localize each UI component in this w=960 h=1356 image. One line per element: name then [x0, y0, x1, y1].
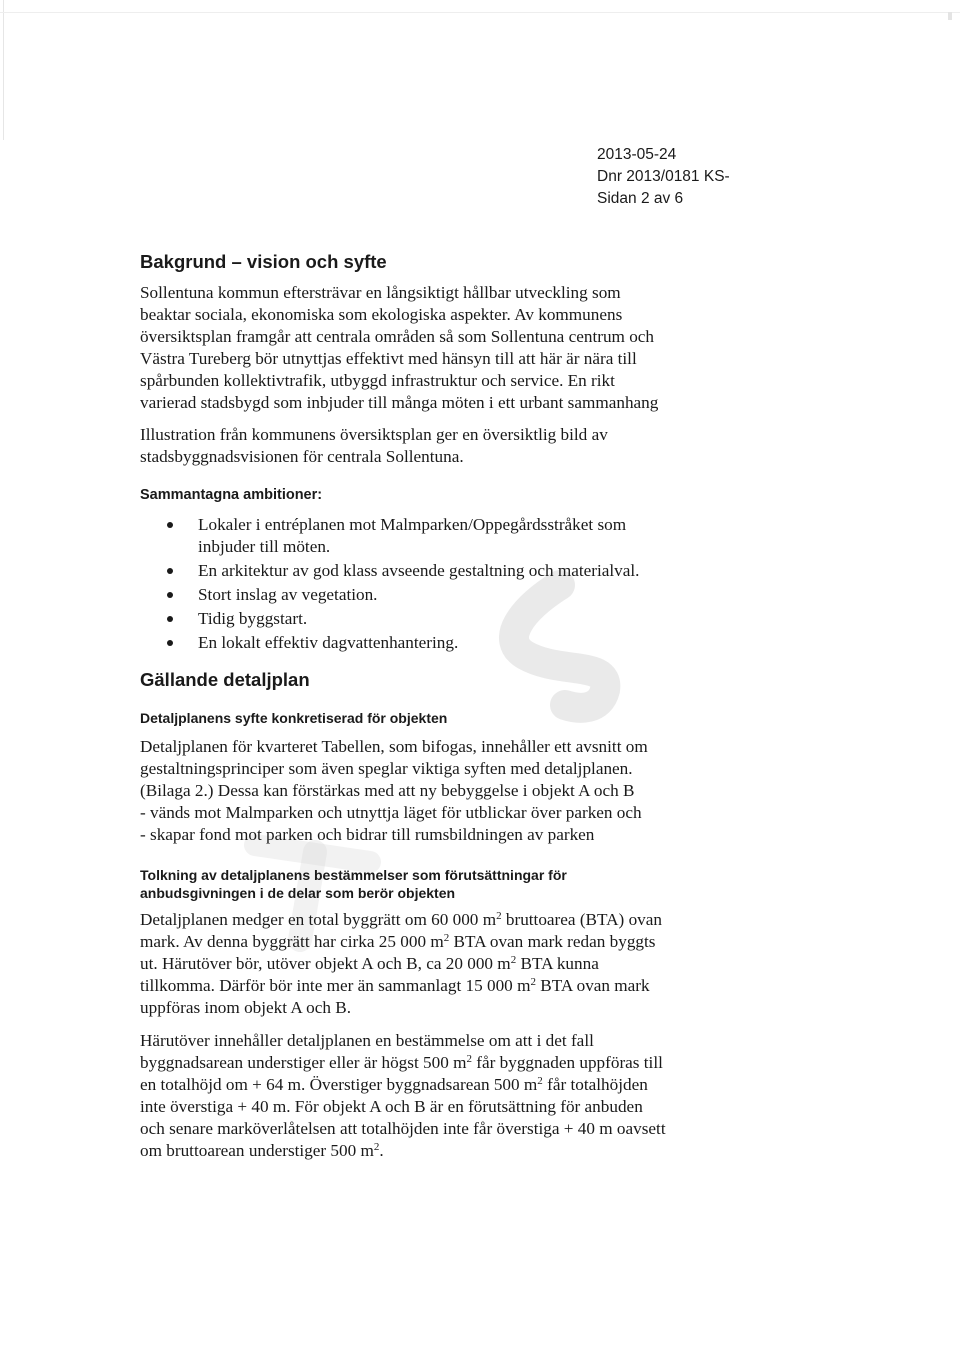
list-item-text: Stort inslag av vegetation. [198, 585, 378, 604]
background-paragraph [140, 282, 760, 414]
text-line: Västra Tureberg bör utnyttjas effektivt med hänsyn till att här är nära till [140, 349, 637, 368]
bullet-icon [167, 640, 173, 646]
bullet-icon [167, 568, 173, 574]
text-line: inte överstiga + 40 m. För objekt A och B är en förutsättning för anbuden [140, 1097, 643, 1116]
text-line: Sollentuna kommun eftersträvar en långsiktigt hållbar utveckling som [140, 283, 621, 302]
text-line: - skapar fond mot parken och bidrar till rumsbildningen av parken [140, 825, 595, 844]
building-rights-paragraph [140, 909, 760, 1019]
document-dnr: Dnr 2013/0181 KS- [597, 168, 730, 185]
text-line: tillkomma. Därför bör inte mer än sammanlagt 15 000 $m^2$ BTA ovan mark [140, 976, 650, 995]
text-line: om bruttoarean understiger 500 $m^2$. [140, 1141, 384, 1160]
text-line: stadsbyggnadsvisionen för centrala Sollentuna. [140, 447, 464, 466]
heading-line: Tolkning av detaljplanens bestämmelser som förutsättningar för [140, 867, 567, 883]
list-item [140, 560, 760, 582]
ambitions-title: Sammantagna ambitioner: [140, 487, 323, 503]
list-item-text: En arkitektur av god klass avseende gestaltning och materialval. [198, 561, 640, 580]
text-line: beaktar sociala, ekonomiska som ekologiska aspekter. Av kommunens [140, 305, 623, 324]
list-item [140, 608, 760, 630]
text-line: byggnadsarean understiger eller är högst 500 $m^2$ får byggnaden uppföras till [140, 1053, 663, 1072]
list-item [140, 632, 760, 654]
text-line: - vänds mot Malmparken och utnyttja läget för utblickar över parken och [140, 803, 642, 822]
scan-edge-top [0, 12, 960, 13]
text-line: och senare marköverlåtelsen att totalhöjden inte får överstiga + 40 m oavsett [140, 1119, 666, 1138]
list-item-text: Lokaler i entréplanen mot Malmparken/Oppegårdsstråket som [198, 515, 627, 534]
document-body [140, 250, 760, 1162]
text-line: Detaljplanen för kvarteret Tabellen, som bifogas, innehåller ett avsnitt om [140, 737, 648, 756]
list-item-text: inbjuder till möten. [198, 537, 331, 556]
text-line: en totalhöjd om + 64 m. Överstiger byggnadsarean 500 $m^2$ får totalhöjden [140, 1075, 648, 1094]
text-line: översiktsplan framgår att centrala områden så som Sollentuna centrum och [140, 327, 655, 346]
document-date: 2013-05-24 [597, 146, 677, 163]
heading-line: anbudsgivningen i de delar som berör objekten [140, 885, 456, 901]
ambitions-list [140, 514, 760, 654]
text-line: gestaltningsprinciper som även speglar viktiga syften med detaljplanen. [140, 759, 633, 778]
text-line: Illustration från kommunens översiktsplan ger en översiktlig bild av [140, 425, 608, 444]
subsection-title-interpretation [140, 866, 760, 902]
section-title-background: Bakgrund – vision och syfte [140, 251, 387, 272]
list-item [140, 584, 760, 606]
bullet-icon [167, 592, 173, 598]
height-paragraph [140, 1030, 760, 1162]
text-line: ut. Härutöver bör, utöver objekt A och B, ca 20 000 $m^2$ BTA kunna [140, 954, 599, 973]
document-header [597, 144, 730, 210]
text-line: mark. Av denna byggrätt har cirka 25 000 $m^2$ BTA ovan mark redan byggts [140, 932, 656, 951]
text-line: Detaljplanen medger en total byggrätt om 60 000 $m^2$ bruttoarea (BTA) ovan [140, 910, 662, 929]
text-line: spårbunden kollektivtrafik, utbyggd infrastruktur och service. En rikt [140, 371, 615, 390]
section-title-detailed-plan: Gällande detaljplan [140, 669, 310, 690]
text-line: varierad stadsbygd som inbjuder till många möten i ett urbant sammanhang [140, 393, 659, 412]
text-line: (Bilaga 2.) Dessa kan förstärkas med att ny bebyggelse i objekt A och B [140, 781, 635, 800]
list-item-text: En lokalt effektiv dagvattenhantering. [198, 633, 459, 652]
subsection-title-purpose: Detaljplanens syfte konkretiserad för objekten [140, 710, 448, 726]
page-number: Sidan 2 av 6 [597, 190, 684, 207]
illustration-paragraph [140, 424, 760, 468]
purpose-paragraph [140, 736, 760, 846]
text-line: Härutöver innehåller detaljplanen en bestämmelse om att i det fall [140, 1031, 594, 1050]
bullet-icon [167, 522, 173, 528]
list-item [140, 514, 760, 558]
list-item-text: Tidig byggstart. [198, 609, 308, 628]
text-line: uppföras inom objekt A och B. [140, 998, 352, 1017]
scan-edge-left [3, 0, 4, 140]
scan-edge-corner [948, 12, 952, 20]
bullet-icon [167, 616, 173, 622]
